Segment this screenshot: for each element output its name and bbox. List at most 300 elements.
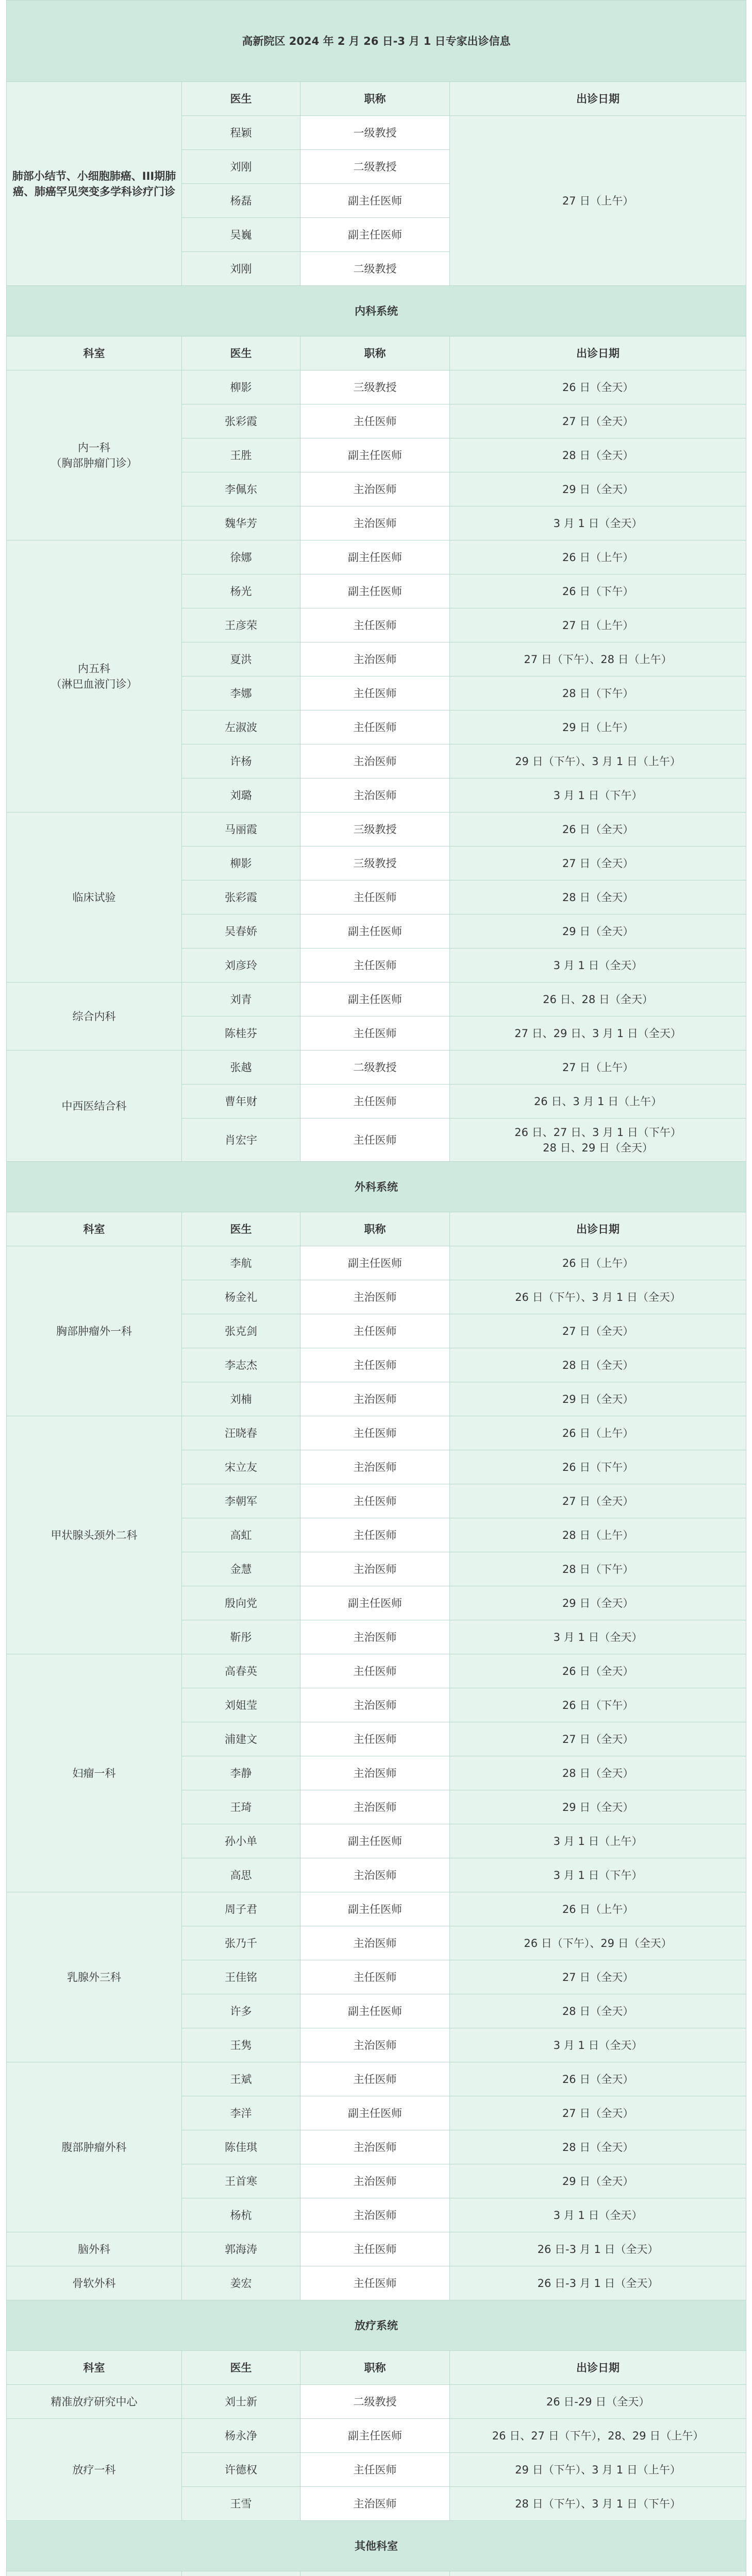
table-row <box>7 1654 746 1688</box>
doctor-name: 李佩东 <box>182 472 300 506</box>
clinic-date-line: 27 日（全天） <box>562 1325 634 1337</box>
doctor-rank: 主治医师 <box>300 506 450 540</box>
header-row <box>7 2571 746 2576</box>
clinic-date-line: 28 日（下午） <box>562 1563 634 1575</box>
doctor-rank: 副主任医师 <box>300 540 450 574</box>
doctor-rank: 主任医师 <box>300 1518 450 1552</box>
dept-name <box>7 1050 182 1162</box>
clinic-date-line: 26 日-29 日（全天） <box>546 2395 650 2408</box>
doctor-rank: 主治医师 <box>300 1450 450 1484</box>
doctor-rank: 主任医师 <box>300 2266 450 2300</box>
doctor-name: 刘士新 <box>182 2385 300 2419</box>
doctor-rank: 副主任医师 <box>300 438 450 472</box>
clinic-date <box>450 1450 746 1484</box>
doctor-rank: 副主任医师 <box>300 218 450 252</box>
header-row <box>7 336 746 370</box>
clinic-date <box>450 2232 746 2266</box>
clinic-date-line: 27 日（全天） <box>562 857 634 870</box>
section-title: 内科系统 <box>7 286 746 336</box>
clinic-date-line: 27 日（下午）、28 日（上午） <box>524 653 672 666</box>
clinic-date <box>450 472 746 506</box>
clinic-date-line: 26 日（上午） <box>562 1427 634 1439</box>
clinic-date-line: 3 月 1 日（全天） <box>553 2039 643 2052</box>
doctor-rank: 三级教授 <box>300 812 450 846</box>
doctor-name: 金慧 <box>182 1552 300 1586</box>
clinic-date-line: 28 日（下午） <box>562 687 634 700</box>
clinic-date-line: 29 日（下午）、3 月 1 日（上午） <box>515 2463 681 2476</box>
doctor-rank: 主任医师 <box>300 2232 450 2266</box>
doctor-rank: 主治医师 <box>300 1382 450 1416</box>
header-doctor: 医生 <box>182 1212 300 1246</box>
clinic-date-line: 28 日、29 日（全天） <box>543 1141 653 1154</box>
doctor-name: 宋立友 <box>182 1450 300 1484</box>
header-date: 出诊日期 <box>450 2351 746 2385</box>
doctor-name: 靳彤 <box>182 1620 300 1654</box>
doctor-name: 张彩霞 <box>182 880 300 914</box>
header-doctor <box>182 2571 300 2576</box>
section-title: 其他科室 <box>7 2521 746 2571</box>
header-doctor: 医生 <box>182 2351 300 2385</box>
table-row <box>7 540 746 574</box>
section-title: 放疗系统 <box>7 2300 746 2351</box>
clinic-date-line: 29 日（下午）、3 月 1 日（上午） <box>515 755 681 768</box>
header-dept: 科室 <box>7 2351 182 2385</box>
doctor-name: 陈佳琪 <box>182 2130 300 2164</box>
doctor-rank: 主任医师 <box>300 1084 450 1118</box>
clinic-date <box>450 1620 746 1654</box>
clinic-date <box>450 982 746 1016</box>
dept-name-line: 精准放疗研究中心 <box>51 2395 138 2408</box>
clinic-date <box>450 1756 746 1790</box>
doctor-name: 高春英 <box>182 1654 300 1688</box>
doctor-rank: 一级教授 <box>300 116 450 150</box>
doctor-rank: 主治医师 <box>300 2130 450 2164</box>
clinic-date <box>450 710 746 744</box>
doctor-name: 柳影 <box>182 370 300 404</box>
doctor-rank: 副主任医师 <box>300 574 450 608</box>
clinic-date-line: 26 日（上午） <box>562 1257 634 1269</box>
dept-name-line: 临床试验 <box>72 891 116 904</box>
doctor-name: 左淑波 <box>182 710 300 744</box>
dept-name-line: 骨软外科 <box>72 2277 116 2290</box>
doctor-rank: 主任医师 <box>300 608 450 642</box>
doctor-name: 高思 <box>182 1858 300 1892</box>
doctor-rank: 副主任医师 <box>300 1586 450 1620</box>
doctor-rank: 三级教授 <box>300 370 450 404</box>
doctor-rank: 主任医师 <box>300 1416 450 1450</box>
clinic-date <box>450 370 746 404</box>
clinic-date-line: 3 月 1 日（上午） <box>553 1835 643 1848</box>
clinic-date <box>450 574 746 608</box>
doctor-rank: 二级教授 <box>300 1050 450 1084</box>
dept-name <box>7 2266 182 2300</box>
clinic-date <box>450 1118 746 1162</box>
clinic-date <box>450 1790 746 1824</box>
doctor-rank: 主任医师 <box>300 2453 450 2487</box>
doctor-name: 程颖 <box>182 116 300 150</box>
doctor-name: 高虹 <box>182 1518 300 1552</box>
doctor-rank: 副主任医师 <box>300 1892 450 1926</box>
title-row <box>7 1 746 82</box>
doctor-rank: 主任医师 <box>300 1722 450 1756</box>
clinic-date <box>450 2419 746 2453</box>
clinic-date: 27 日（上午） <box>450 116 746 286</box>
dept-name-line: 甲状腺头颈外二科 <box>51 1529 138 1541</box>
clinic-date-line: 28 日（全天） <box>562 1767 634 1780</box>
doctor-rank: 主任医师 <box>300 880 450 914</box>
doctor-rank: 主治医师 <box>300 1280 450 1314</box>
dept-name-line: 妇瘤一科 <box>72 1767 116 1780</box>
schedule-sheet <box>6 0 746 2576</box>
doctor-name: 杨杭 <box>182 2198 300 2232</box>
clinic-date <box>450 1722 746 1756</box>
doctor-name: 王首寒 <box>182 2164 300 2198</box>
clinic-date-line: 26 日（下午） <box>562 585 634 598</box>
doctor-name: 王胜 <box>182 438 300 472</box>
doctor-rank: 主任医师 <box>300 1118 450 1162</box>
doctor-rank: 主任医师 <box>300 710 450 744</box>
doctor-name: 夏洪 <box>182 642 300 676</box>
clinic-date-line: 27 日（全天） <box>562 415 634 428</box>
doctor-rank: 主任医师 <box>300 1016 450 1050</box>
doctor-rank: 主治医师 <box>300 1756 450 1790</box>
doctor-name: 张克剑 <box>182 1314 300 1348</box>
doctor-name: 张彩霞 <box>182 404 300 438</box>
clinic-date-line: 28 日（全天） <box>562 449 634 462</box>
clinic-date-line: 3 月 1 日（全天） <box>553 2209 643 2222</box>
doctor-name: 李朝军 <box>182 1484 300 1518</box>
doctor-rank: 主治医师 <box>300 744 450 778</box>
clinic-date <box>450 1314 746 1348</box>
dept-name-line: 综合内科 <box>72 1010 116 1023</box>
clinic-date <box>450 2453 746 2487</box>
doctor-name: 杨金礼 <box>182 1280 300 1314</box>
clinic-date <box>450 2266 746 2300</box>
doctor-rank: 副主任医师 <box>300 184 450 218</box>
clinic-date <box>450 1484 746 1518</box>
clinic-date-line: 27 日（上午） <box>562 619 634 632</box>
section-row <box>7 2521 746 2571</box>
header-date: 出诊日期 <box>450 1212 746 1246</box>
clinic-date-line: 3 月 1 日（下午） <box>553 1869 643 1882</box>
doctor-name: 孙小单 <box>182 1824 300 1858</box>
table-row <box>7 2232 746 2266</box>
doctor-rank: 主治医师 <box>300 2028 450 2062</box>
dept-name <box>7 2062 182 2232</box>
header-date: 出诊日期 <box>450 336 746 370</box>
doctor-name: 刘彦玲 <box>182 948 300 982</box>
dept-name-line: （胸部肿瘤门诊） <box>51 456 138 469</box>
dept-name <box>7 1892 182 2062</box>
clinic-date <box>450 1926 746 1960</box>
clinic-date-line: 28 日（全天） <box>562 891 634 904</box>
clinic-date-line: 29 日（全天） <box>562 1393 634 1405</box>
clinic-date <box>450 438 746 472</box>
clinic-date-line: 29 日（全天） <box>562 483 634 496</box>
header-dept: 科室 <box>7 336 182 370</box>
header-rank: 职称 <box>300 2351 450 2385</box>
doctor-rank: 主任医师 <box>300 1348 450 1382</box>
doctor-rank: 副主任医师 <box>300 1994 450 2028</box>
dept-name-line: 内五科 <box>78 662 110 675</box>
doctor-rank: 主治医师 <box>300 1790 450 1824</box>
doctor-name: 刘青 <box>182 982 300 1016</box>
doctor-name: 殷向党 <box>182 1586 300 1620</box>
clinic-date <box>450 1246 746 1280</box>
section-row <box>7 2300 746 2351</box>
section-row <box>7 286 746 336</box>
doctor-name: 刘刚 <box>182 150 300 184</box>
header-rank: 职称 <box>300 1212 450 1246</box>
clinic-date <box>450 744 746 778</box>
clinic-date-line: 27 日（全天） <box>562 1971 634 1984</box>
table-row <box>7 812 746 846</box>
table-row <box>7 2419 746 2453</box>
doctor-rank: 主治医师 <box>300 778 450 812</box>
clinic-date <box>450 1858 746 1892</box>
clinic-date-line: 26 日（下午） <box>562 1699 634 1711</box>
clinic-date <box>450 1586 746 1620</box>
clinic-date <box>450 608 746 642</box>
table-row <box>7 1416 746 1450</box>
doctor-name: 周子君 <box>182 1892 300 1926</box>
doctor-rank: 副主任医师 <box>300 2419 450 2453</box>
doctor-rank: 主治医师 <box>300 642 450 676</box>
table-row <box>7 2385 746 2419</box>
clinic-date <box>450 1892 746 1926</box>
clinic-date <box>450 2487 746 2521</box>
doctor-name: 王斌 <box>182 2062 300 2096</box>
clinic-date-line: 26 日、27 日（下午），28、29 日（上午） <box>492 2429 704 2442</box>
clinic-date <box>450 1552 746 1586</box>
doctor-name: 王隽 <box>182 2028 300 2062</box>
doctor-rank: 主任医师 <box>300 1654 450 1688</box>
doctor-name: 刘璐 <box>182 778 300 812</box>
dept-name <box>7 2385 182 2419</box>
header-doctor: 医生 <box>182 82 300 116</box>
clinic-date <box>450 2096 746 2130</box>
clinic-date-line: 26 日（下午） <box>562 1461 634 1473</box>
clinic-date-line: 28 日（全天） <box>562 2141 634 2154</box>
clinic-date <box>450 1382 746 1416</box>
doctor-name: 王佳铭 <box>182 1960 300 1994</box>
doctor-rank: 二级教授 <box>300 150 450 184</box>
doctor-rank: 主治医师 <box>300 2164 450 2198</box>
clinic-date <box>450 1654 746 1688</box>
clinic-date <box>450 1416 746 1450</box>
doctor-name: 刘姐莹 <box>182 1688 300 1722</box>
doctor-name: 刘刚 <box>182 252 300 286</box>
doctor-rank: 主任医师 <box>300 1314 450 1348</box>
clinic-date-line: 3 月 1 日（全天） <box>553 517 643 530</box>
doctor-name: 汪晓春 <box>182 1416 300 1450</box>
dept-name <box>7 982 182 1050</box>
clinic-date <box>450 2028 746 2062</box>
doctor-name: 许杨 <box>182 744 300 778</box>
clinic-date <box>450 2198 746 2232</box>
clinic-date <box>450 404 746 438</box>
doctor-rank: 主治医师 <box>300 1620 450 1654</box>
table-row <box>7 370 746 404</box>
table-row <box>7 1050 746 1084</box>
doctor-rank: 主任医师 <box>300 1484 450 1518</box>
header-rank: 职称 <box>300 82 450 116</box>
clinic-date <box>450 2385 746 2419</box>
clinic-date-line: 28 日（上午） <box>562 1529 634 1541</box>
clinic-date <box>450 2062 746 2096</box>
clinic-date <box>450 1688 746 1722</box>
doctor-name: 姜宏 <box>182 2266 300 2300</box>
clinic-date-line: 26 日、27 日、3 月 1 日（下午） <box>514 1126 681 1139</box>
dept-name-line: 乳腺外三科 <box>67 1971 121 1984</box>
page-title: 高新院区 2024 年 2 月 26 日-3 月 1 日专家出诊信息 <box>7 1 746 82</box>
clinic-date <box>450 1050 746 1084</box>
clinic-date-line: 26 日（上午） <box>562 1903 634 1916</box>
doctor-name: 李娜 <box>182 676 300 710</box>
doctor-rank: 主治医师 <box>300 2487 450 2521</box>
doctor-name: 李洋 <box>182 2096 300 2130</box>
dept-name <box>7 812 182 982</box>
doctor-name: 杨永净 <box>182 2419 300 2453</box>
clinic-date-line: 28 日（下午）、3 月 1 日（下午） <box>515 2497 681 2510</box>
doctor-name: 许德权 <box>182 2453 300 2487</box>
clinic-date <box>450 1348 746 1382</box>
clinic-date <box>450 948 746 982</box>
doctor-name: 刘楠 <box>182 1382 300 1416</box>
doctor-rank: 主治医师 <box>300 1858 450 1892</box>
doctor-rank: 主治医师 <box>300 2198 450 2232</box>
clinic-date-line: 26 日（全天） <box>562 2073 634 2086</box>
doctor-rank: 主治医师 <box>300 1926 450 1960</box>
clinic-date-line: 29 日（全天） <box>562 925 634 938</box>
clinic-date <box>450 914 746 948</box>
doctor-name: 浦建文 <box>182 1722 300 1756</box>
doctor-rank: 主任医师 <box>300 948 450 982</box>
clinic-date-line: 29 日（上午） <box>562 721 634 734</box>
header-row <box>7 82 746 116</box>
clinic-date-line: 28 日（全天） <box>562 1359 634 1371</box>
clinic-date-line: 26 日、28 日（全天） <box>543 993 653 1006</box>
dept-name <box>7 2232 182 2266</box>
doctor-rank: 副主任医师 <box>300 982 450 1016</box>
doctor-name: 王琦 <box>182 1790 300 1824</box>
doctor-rank: 主治医师 <box>300 1552 450 1586</box>
doctor-rank: 二级教授 <box>300 252 450 286</box>
doctor-name: 杨光 <box>182 574 300 608</box>
doctor-rank: 副主任医师 <box>300 1824 450 1858</box>
doctor-rank: 主治医师 <box>300 1688 450 1722</box>
doctor-name: 王雪 <box>182 2487 300 2521</box>
header-rank: 职称 <box>300 336 450 370</box>
doctor-rank: 主任医师 <box>300 404 450 438</box>
clinic-date-line: 27 日、29 日、3 月 1 日（全天） <box>514 1027 681 1040</box>
dept-name <box>7 370 182 540</box>
clinic-date-line: 29 日（全天） <box>562 2175 634 2188</box>
clinic-date-line: 3 月 1 日（全天） <box>553 1631 643 1643</box>
dept-name-line: 胸部肿瘤外一科 <box>56 1325 132 1337</box>
clinic-date-line: 26 日（全天） <box>562 381 634 394</box>
doctor-name: 徐娜 <box>182 540 300 574</box>
clinic-date-line: 26 日（全天） <box>562 1665 634 1677</box>
dept-name <box>7 1246 182 1416</box>
clinic-date-line: 26 日-3 月 1 日（全天） <box>537 2243 659 2256</box>
doctor-rank: 主任医师 <box>300 676 450 710</box>
doctor-rank: 三级教授 <box>300 846 450 880</box>
doctor-name: 吴巍 <box>182 218 300 252</box>
clinic-date <box>450 2130 746 2164</box>
doctor-rank: 主任医师 <box>300 2062 450 2096</box>
doctor-rank: 副主任医师 <box>300 2096 450 2130</box>
clinic-date-line: 29 日（全天） <box>562 1597 634 1609</box>
doctor-name: 张乃千 <box>182 1926 300 1960</box>
doctor-name: 肖宏宇 <box>182 1118 300 1162</box>
clinic-date <box>450 1994 746 2028</box>
clinic-date <box>450 1016 746 1050</box>
clinic-date-line: 26 日（下午）、29 日（全天） <box>524 1937 672 1950</box>
header-dept: 科室 <box>7 1212 182 1246</box>
header-date <box>450 2571 746 2576</box>
doctor-name: 马丽霞 <box>182 812 300 846</box>
doctor-name: 李航 <box>182 1246 300 1280</box>
doctor-rank: 二级教授 <box>300 2385 450 2419</box>
doctor-name: 许多 <box>182 1994 300 2028</box>
doctor-name: 李静 <box>182 1756 300 1790</box>
dept-name-line: 内一科 <box>78 441 110 454</box>
table-row <box>7 1892 746 1926</box>
clinic-date <box>450 880 746 914</box>
header-doctor: 医生 <box>182 336 300 370</box>
clinic-date-line: 29 日（全天） <box>562 1801 634 1814</box>
doctor-name: 李志杰 <box>182 1348 300 1382</box>
table-row <box>7 982 746 1016</box>
clinic-date-line: 27 日（上午） <box>562 1061 634 1074</box>
clinic-date-line: 26 日、3 月 1 日（上午） <box>533 1095 662 1108</box>
schedule-table <box>6 0 746 2576</box>
clinic-date <box>450 1824 746 1858</box>
clinic-date <box>450 642 746 676</box>
doctor-name: 张越 <box>182 1050 300 1084</box>
dept-name-line: 中西医结合科 <box>61 1099 127 1112</box>
header-dept <box>7 2571 182 2576</box>
table-row <box>7 2062 746 2096</box>
clinic-date-line: 3 月 1 日（全天） <box>553 959 643 972</box>
doctor-name: 王彦荣 <box>182 608 300 642</box>
doctor-name: 魏华芳 <box>182 506 300 540</box>
clinic-date <box>450 1084 746 1118</box>
section-row <box>7 1162 746 1212</box>
doctor-rank: 副主任医师 <box>300 1246 450 1280</box>
clinic-date-line: 27 日（全天） <box>562 1495 634 1507</box>
table-row <box>7 2266 746 2300</box>
clinic-date-line: 28 日（全天） <box>562 2005 634 2018</box>
doctor-rank: 副主任医师 <box>300 914 450 948</box>
clinic-date <box>450 1518 746 1552</box>
dept-name-line: （淋巴血液门诊） <box>51 677 138 690</box>
doctor-name: 郭海涛 <box>182 2232 300 2266</box>
doctor-name: 陈桂芬 <box>182 1016 300 1050</box>
clinic-date <box>450 676 746 710</box>
clinic-date-line: 26 日（上午） <box>562 551 634 564</box>
doctor-rank: 主治医师 <box>300 472 450 506</box>
clinic-date <box>450 1960 746 1994</box>
clinic-date-line: 3 月 1 日（下午） <box>553 789 643 802</box>
dept-name-line: 脑外科 <box>78 2243 110 2256</box>
clinic-date <box>450 1280 746 1314</box>
clinic-date <box>450 2164 746 2198</box>
clinic-date-line: 26 日（下午）、3 月 1 日（全天） <box>515 1291 681 1303</box>
header-rank <box>300 2571 450 2576</box>
doctor-name: 柳影 <box>182 846 300 880</box>
